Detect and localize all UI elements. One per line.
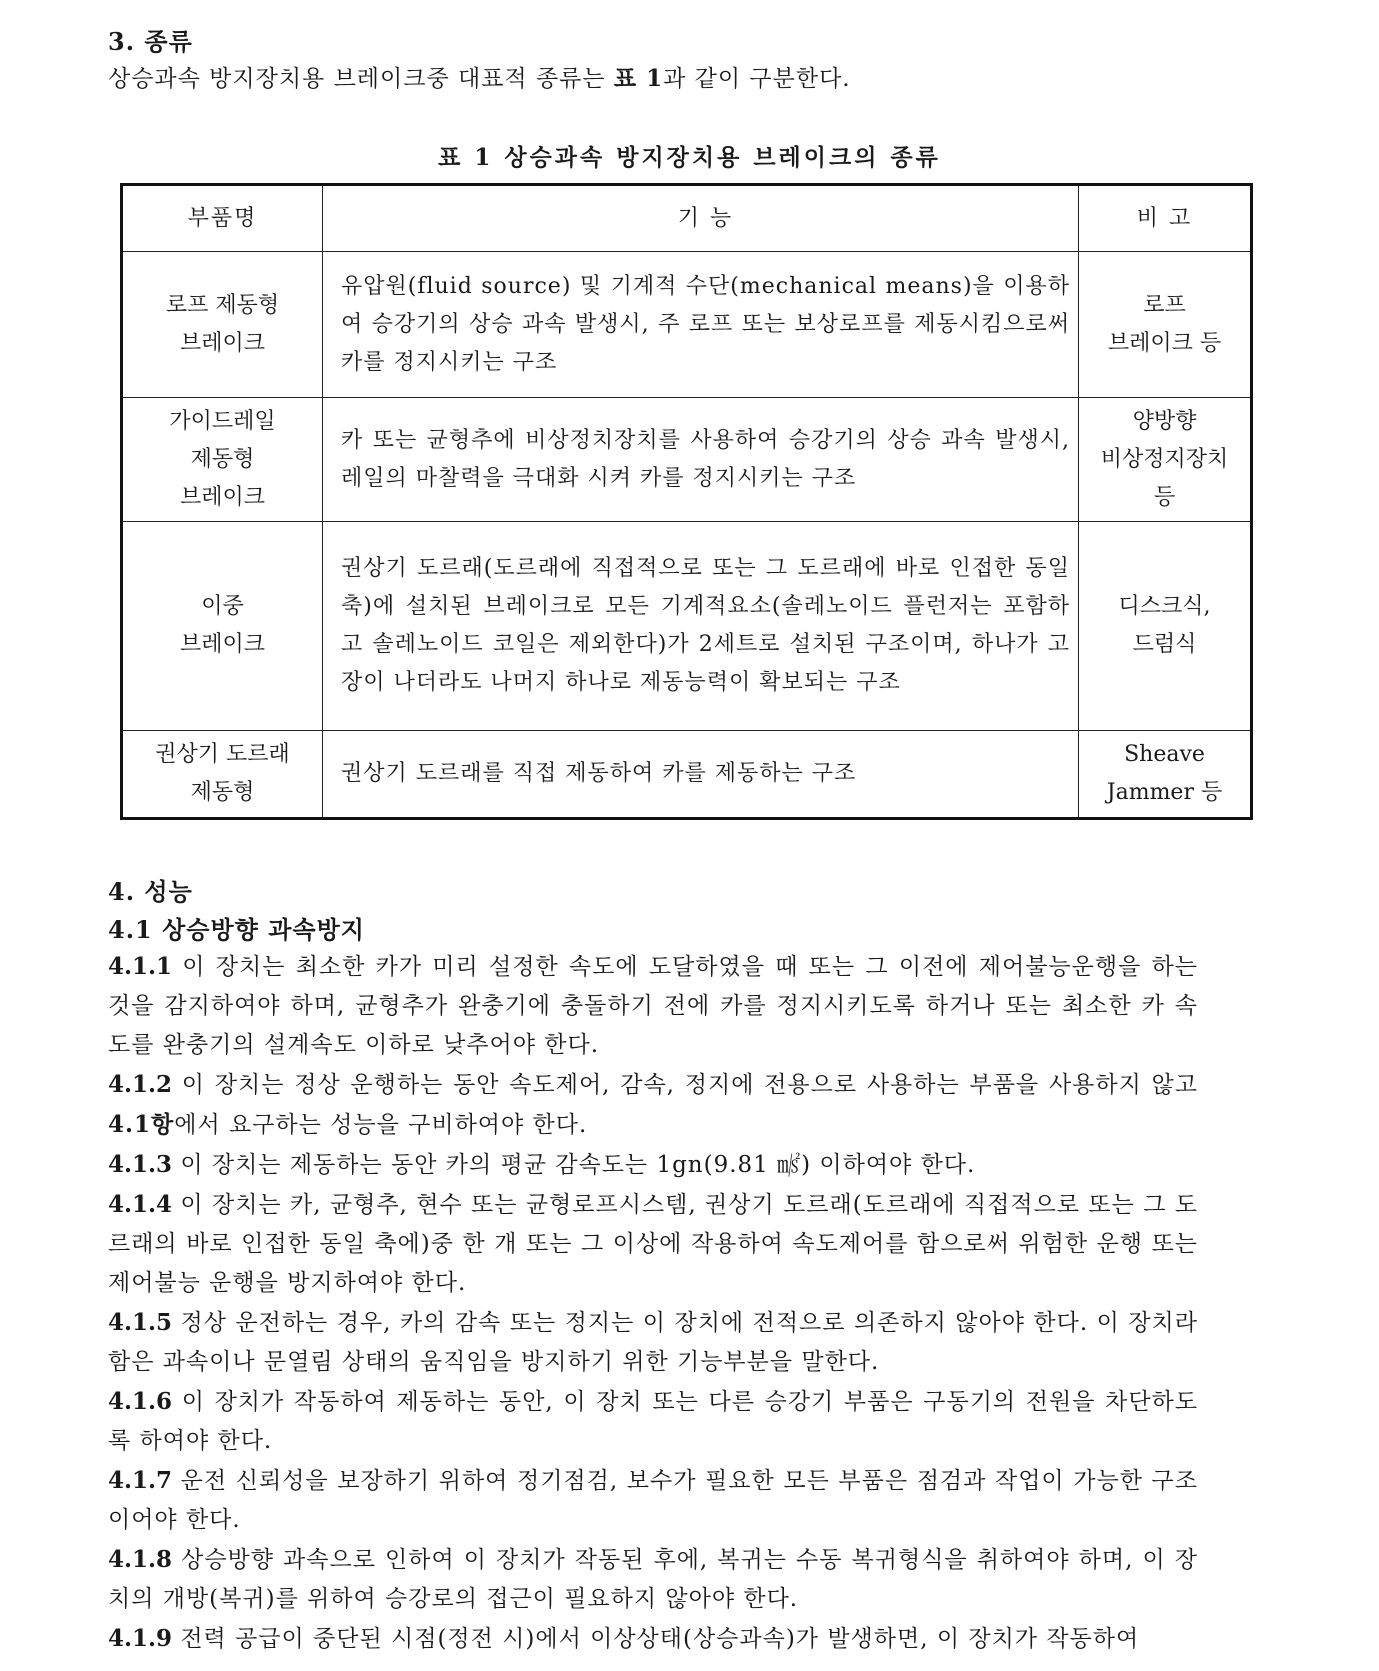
clause-4-1-5: [108, 1303, 1198, 1382]
clause-4-1-9: [108, 1619, 1198, 1659]
clause-number: 4.1.3: [108, 1151, 173, 1178]
clause-number: 4.1.6: [108, 1388, 173, 1415]
cell-note: 양방향 비상정지장치 등: [1079, 398, 1252, 522]
clause-4-1-6: [108, 1382, 1198, 1461]
cell-function: 권상기 도르래(도르래에 직접적으로 또는 그 도르래에 바로 인접한 동일축)에 설치된 브레이크로 모든 기계적요소(솔레노이드 플런저는 포함하고 솔레노이드 코일은 제외한다)가 2세트로 설치된 구조이며, 하나가 고장이 나더라도 나머지 하나로 제동능력이 확보되는 구조: [323, 522, 1079, 731]
header-note: 비 고: [1079, 185, 1252, 252]
cell-function: 유압원(fluid source) 및 기계적 수단(mechanical means)을 이용하여 승강기의 상승 과속 발생시, 주 로프 또는 보상로프를 제동시킴으로써 카를 정지시키는 구조: [323, 252, 1079, 398]
section-3-intro: [108, 60, 851, 93]
intro-text: 상승과속 방지장치용 브레이크중 대표적 종류는: [108, 66, 614, 92]
cell-part-name: 권상기 도르래 제동형: [122, 731, 323, 819]
section-4-1-heading: 4.1 상승방향 과속방지: [108, 915, 365, 944]
table-row: [122, 252, 1252, 398]
clause-text: 운전 신뢰성을 보장하기 위하여 정기점검, 보수가 필요한 모든 부품은 점검과 작업이 가능한 구조이어야 한다.: [108, 1468, 1198, 1533]
clause-text: 전력 공급이 중단된 시점(정전 시)에서 이상상태(상승과속)가 발생하면, 이 장치가 작동하여: [172, 1626, 1140, 1652]
clauses-body: [108, 947, 1198, 1659]
cell-note: 로프 브레이크 등: [1079, 252, 1252, 398]
clause-text: 이 장치는 최소한 카가 미리 설정한 속도에 도달하였을 때 또는 그 이전에 제어불능운행을 하는 것을 감지하여야 하며, 균형추가 완충기에 충돌하기 전에 카를 정지시키도록 하거나 또는 최소한 카 속도를 완충기의 설계속도 이하로 낮추어야 한다.: [108, 954, 1198, 1058]
section-4-heading: 4. 성능: [108, 877, 193, 906]
clause-4-1-4: [108, 1185, 1198, 1303]
cell-note: 디스크식, 드럼식: [1079, 522, 1252, 731]
table-row: [122, 398, 1252, 522]
cell-part-name: 로프 제동형 브레이크: [122, 252, 323, 398]
intro-text-end: 과 같이 구분한다.: [663, 66, 851, 92]
clause-reference: 4.1항: [108, 1111, 175, 1138]
clause-text: 이 장치가 작동하여 제동하는 동안, 이 장치 또는 다른 승강기 부품은 구동기의 전원을 차단하도록 하여야 한다.: [108, 1389, 1198, 1454]
clause-text: 이 장치는 제동하는 동안 카의 평균 감속도는 1gn(9.81 ㎨) 이하여야 한다.: [172, 1152, 976, 1178]
cell-function: 권상기 도르래를 직접 제동하여 카를 제동하는 구조: [323, 731, 1079, 819]
clause-text: 정상 운전하는 경우, 카의 감속 또는 정지는 이 장치에 전적으로 의존하지 않아야 한다. 이 장치라 함은 과속이나 문열림 상태의 움직임을 방지하기 위한 기능부분을 말한다.: [108, 1310, 1198, 1375]
clause-text: 상승방향 과속으로 인하여 이 장치가 작동된 후에, 복귀는 수동 복귀형식을 취하여야 하며, 이 장치의 개방(복귀)를 위하여 승강로의 접근이 필요하지 않아야 한다.: [108, 1547, 1198, 1612]
table-header-row: [122, 185, 1252, 252]
cell-function: 카 또는 균형추에 비상정치장치를 사용하여 승강기의 상승 과속 발생시, 레일의 마찰력을 극대화 시켜 카를 정지시키는 구조: [323, 398, 1079, 522]
clause-number: 4.1.2: [108, 1071, 173, 1098]
cell-part-name: 이중 브레이크: [122, 522, 323, 731]
clause-text-end: 에서 요구하는 성능을 구비하여야 한다.: [174, 1112, 588, 1138]
clause-number: 4.1.7: [108, 1467, 173, 1494]
table-title: 표 1 상승과속 방지장치용 브레이크의 종류: [438, 144, 941, 171]
clause-number: 4.1.4: [108, 1191, 173, 1218]
clause-number: 4.1.9: [108, 1625, 173, 1652]
clause-4-1-1: [108, 947, 1198, 1065]
brake-types-table: [120, 183, 1253, 820]
clause-4-1-8: [108, 1540, 1198, 1619]
cell-note: Sheave Jammer 등: [1079, 731, 1252, 819]
clause-number: 4.1.1: [108, 953, 173, 980]
table-row: [122, 522, 1252, 731]
clause-text: 이 장치는 카, 균형추, 현수 또는 균형로프시스템, 권상기 도르래(도르래에 직접적으로 또는 그 도르래의 바로 인접한 동일 축에)중 한 개 또는 그 이상에 작용하여 속도제어를 함으로써 위험한 운행 또는 제어불능 운행을 방지하여야 한다.: [108, 1192, 1198, 1296]
header-function: 기 능: [323, 185, 1079, 252]
table-reference: 표 1: [613, 65, 664, 92]
section-3-heading: 3. 종류: [108, 27, 193, 56]
cell-part-name: 가이드레일 제동형 브레이크: [122, 398, 323, 522]
clause-4-1-7: [108, 1461, 1198, 1540]
clause-4-1-3: [108, 1145, 1198, 1185]
clause-text: 이 장치는 정상 운행하는 동안 속도제어, 감속, 정지에 전용으로 사용하는 부품을 사용하지 않고: [172, 1072, 1198, 1098]
table-row: [122, 731, 1252, 819]
clause-number: 4.1.5: [108, 1309, 173, 1336]
clause-number: 4.1.8: [108, 1546, 173, 1573]
clause-4-1-2: [108, 1065, 1198, 1145]
header-part-name: 부품명: [122, 185, 323, 252]
